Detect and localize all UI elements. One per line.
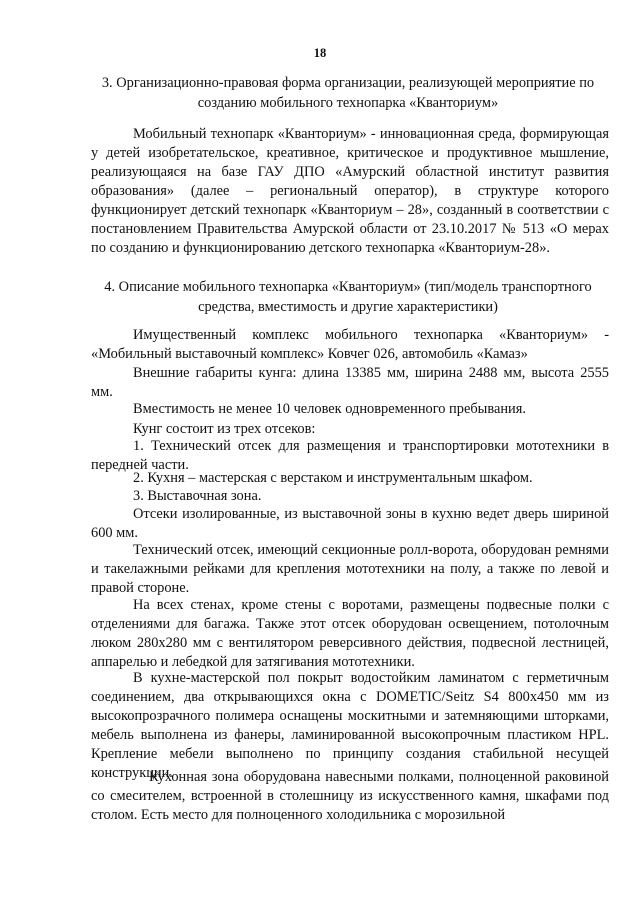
paragraph-technical-compartment: Технический отсек, имеющий секционные ролл-ворота, оборудован ремнями и такелажными рейками для крепления мототехники на полу, а также по левой и правой стороне. bbox=[91, 542, 609, 596]
section-3-paragraph: Мобильный технопарк «Кванториум» - инновационная среда, формирующая у детей изобретательское, креативное, критическое и продуктивное мышление, реализующаяся на базе ГАУ ДПО «Амурский областной институт развития образования» (далее – региональный оператор), в структуре которого функционирует детский технопарк «Кванториум – 28», созданный в соответствии с постановлением Правительства Амурской области от 23.10.2017 № 513 «О мерах по созданию и функционированию детского технопарка «Кванториум-28». bbox=[91, 126, 609, 256]
list-item-exhibition-zone: 3. Выставочная зона. bbox=[133, 488, 262, 504]
section-4-heading: 4. Описание мобильного технопарка «Кванториум» (тип/модель транспортного средства, вместимость и другие характеристики) bbox=[104, 279, 592, 315]
paragraph-property-complex: Имущественный комплекс мобильного технопарка «Кванториум» - «Мобильный выставочный комплекс» Ковчег 026, автомобиль «Камаз» bbox=[91, 327, 609, 362]
paragraph-compartments-intro: Кунг состоит из трех отсеков: bbox=[133, 421, 316, 437]
paragraph-kitchen-zone: Кухонная зона оборудована навесными полками, полноценной раковиной со смесителем, встроенной в столешницу из искусственного камня, шкафами под столом. Есть место для полноценного холодильника с морозильной bbox=[91, 769, 609, 823]
list-item-kitchen-workshop: 2. Кухня – мастерская с верстаком и инструментальным шкафом. bbox=[133, 470, 533, 486]
paragraph-isolated-compartments: Отсеки изолированные, из выставочной зоны в кухню ведет дверь шириной 600 мм. bbox=[91, 506, 609, 541]
paragraph-capacity: Вместимость не менее 10 человек одновременного пребывания. bbox=[133, 401, 526, 417]
paragraph-shelves-equipment: На всех стенах, кроме стены с воротами, размещены подвесные полки с отделениями для багажа. Также этот отсек оборудован освещением, потолочным люком 280х280 мм с вентилятором реверсивного действия, подвесной лестницей, аппарелью и лебедкой для затягивания мототехники. bbox=[91, 597, 609, 670]
section-3-heading: 3. Организационно-правовая форма организации, реализующей мероприятие по созданию мобильного технопарка «Кванториум» bbox=[101, 75, 595, 111]
page-number: 18 bbox=[313, 46, 327, 60]
paragraph-kitchen-workshop: В кухне-мастерской пол покрыт водостойким ламинатом с герметичным соединением, два открывающихся окна с DOMETIC/Seitz S4 800х450 мм из высокопрозрачного полимера оснащены москитными и затемняющими шторками, мебель выполнена из фанеры, ламинированной высокопрочным пластиком HPL. Крепление мебели выполнено по принципу создания стабильной несущей конструкции. bbox=[91, 670, 609, 781]
list-item-technical-compartment: 1. Технический отсек для размещения и транспортировки мототехники в передней части. bbox=[91, 438, 609, 473]
paragraph-dimensions: Внешние габариты кунга: длина 13385 мм, ширина 2488 мм, высота 2555 мм. bbox=[91, 365, 609, 400]
